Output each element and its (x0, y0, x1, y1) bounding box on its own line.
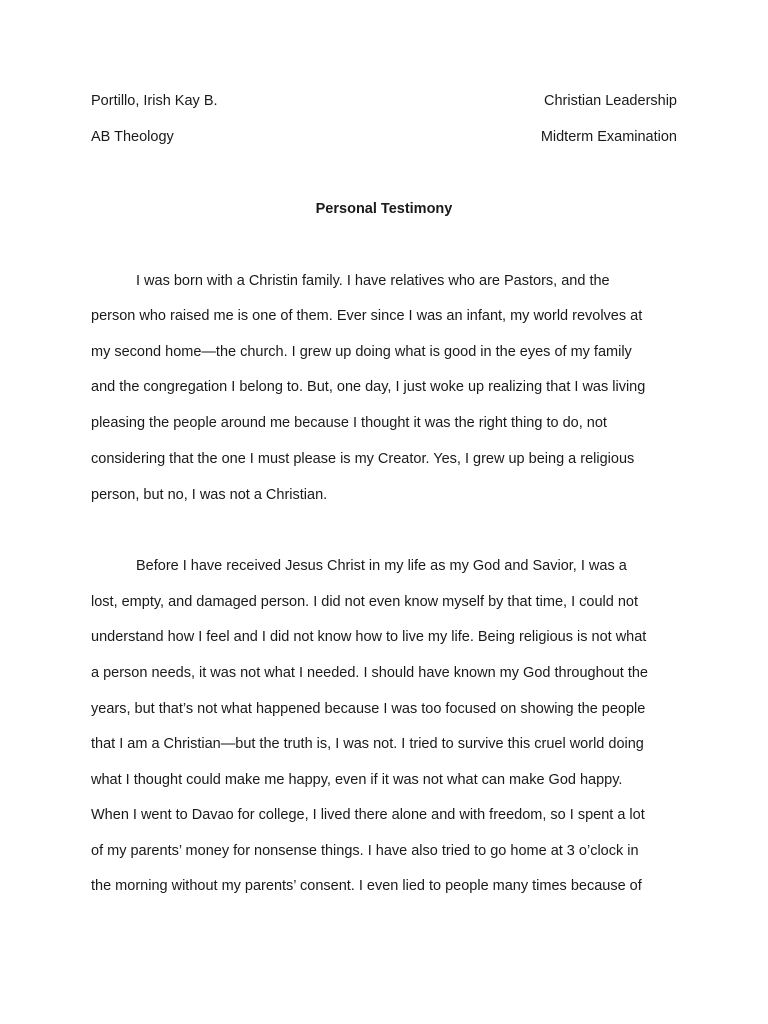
paragraph-line: that I am a Christian—but the truth is, I was not. I tried to survive this cruel world doing (91, 736, 644, 752)
paragraph-line: person, but no, I was not a Christian. (91, 487, 328, 503)
paragraph-line: When I went to Davao for college, I lived there alone and with freedom, so I spent a lot (91, 807, 645, 823)
paragraph-line: what I thought could make me happy, even if it was not what can make God happy. (91, 772, 623, 788)
program-name: AB Theology (91, 129, 174, 145)
exam-name: Midterm Examination (540, 129, 677, 145)
paragraph-line: person who raised me is one of them. Ever since I was an infant, my world revolves at (91, 308, 643, 324)
paragraph-line: lost, empty, and damaged person. I did not even know myself by that time, I could not (91, 594, 638, 610)
paragraph-line: Before I have received Jesus Christ in my life as my God and Savior, I was a (136, 558, 627, 574)
paragraph-line: I was born with a Christin family. I have relatives who are Pastors, and the (136, 273, 610, 289)
paragraph-line: of my parents’ money for nonsense things. I have also tried to go home at 3 o’clock in (91, 843, 639, 859)
author-name: Portillo, Irish Kay B. (91, 93, 218, 109)
paragraph-line: and the congregation I belong to. But, one day, I just woke up realizing that I was living (91, 379, 646, 395)
paragraph-line: a person needs, it was not what I needed. I should have known my God throughout the (91, 665, 648, 681)
paragraph-line: considering that the one I must please is my Creator. Yes, I grew up being a religious (91, 451, 635, 467)
document-title: Personal Testimony (315, 201, 453, 217)
course-subject: Christian Leadership (544, 93, 677, 109)
paragraph-line: my second home—the church. I grew up doing what is good in the eyes of my family (91, 344, 632, 360)
paragraph-line: years, but that’s not what happened because I was too focused on showing the people (91, 701, 646, 717)
paragraph-line: pleasing the people around me because I thought it was the right thing to do, not (91, 415, 607, 431)
paragraph-line: the morning without my parents’ consent. I even lied to people many times because of (91, 878, 642, 894)
paragraph-line: understand how I feel and I did not know how to live my life. Being religious is not what (91, 629, 647, 645)
